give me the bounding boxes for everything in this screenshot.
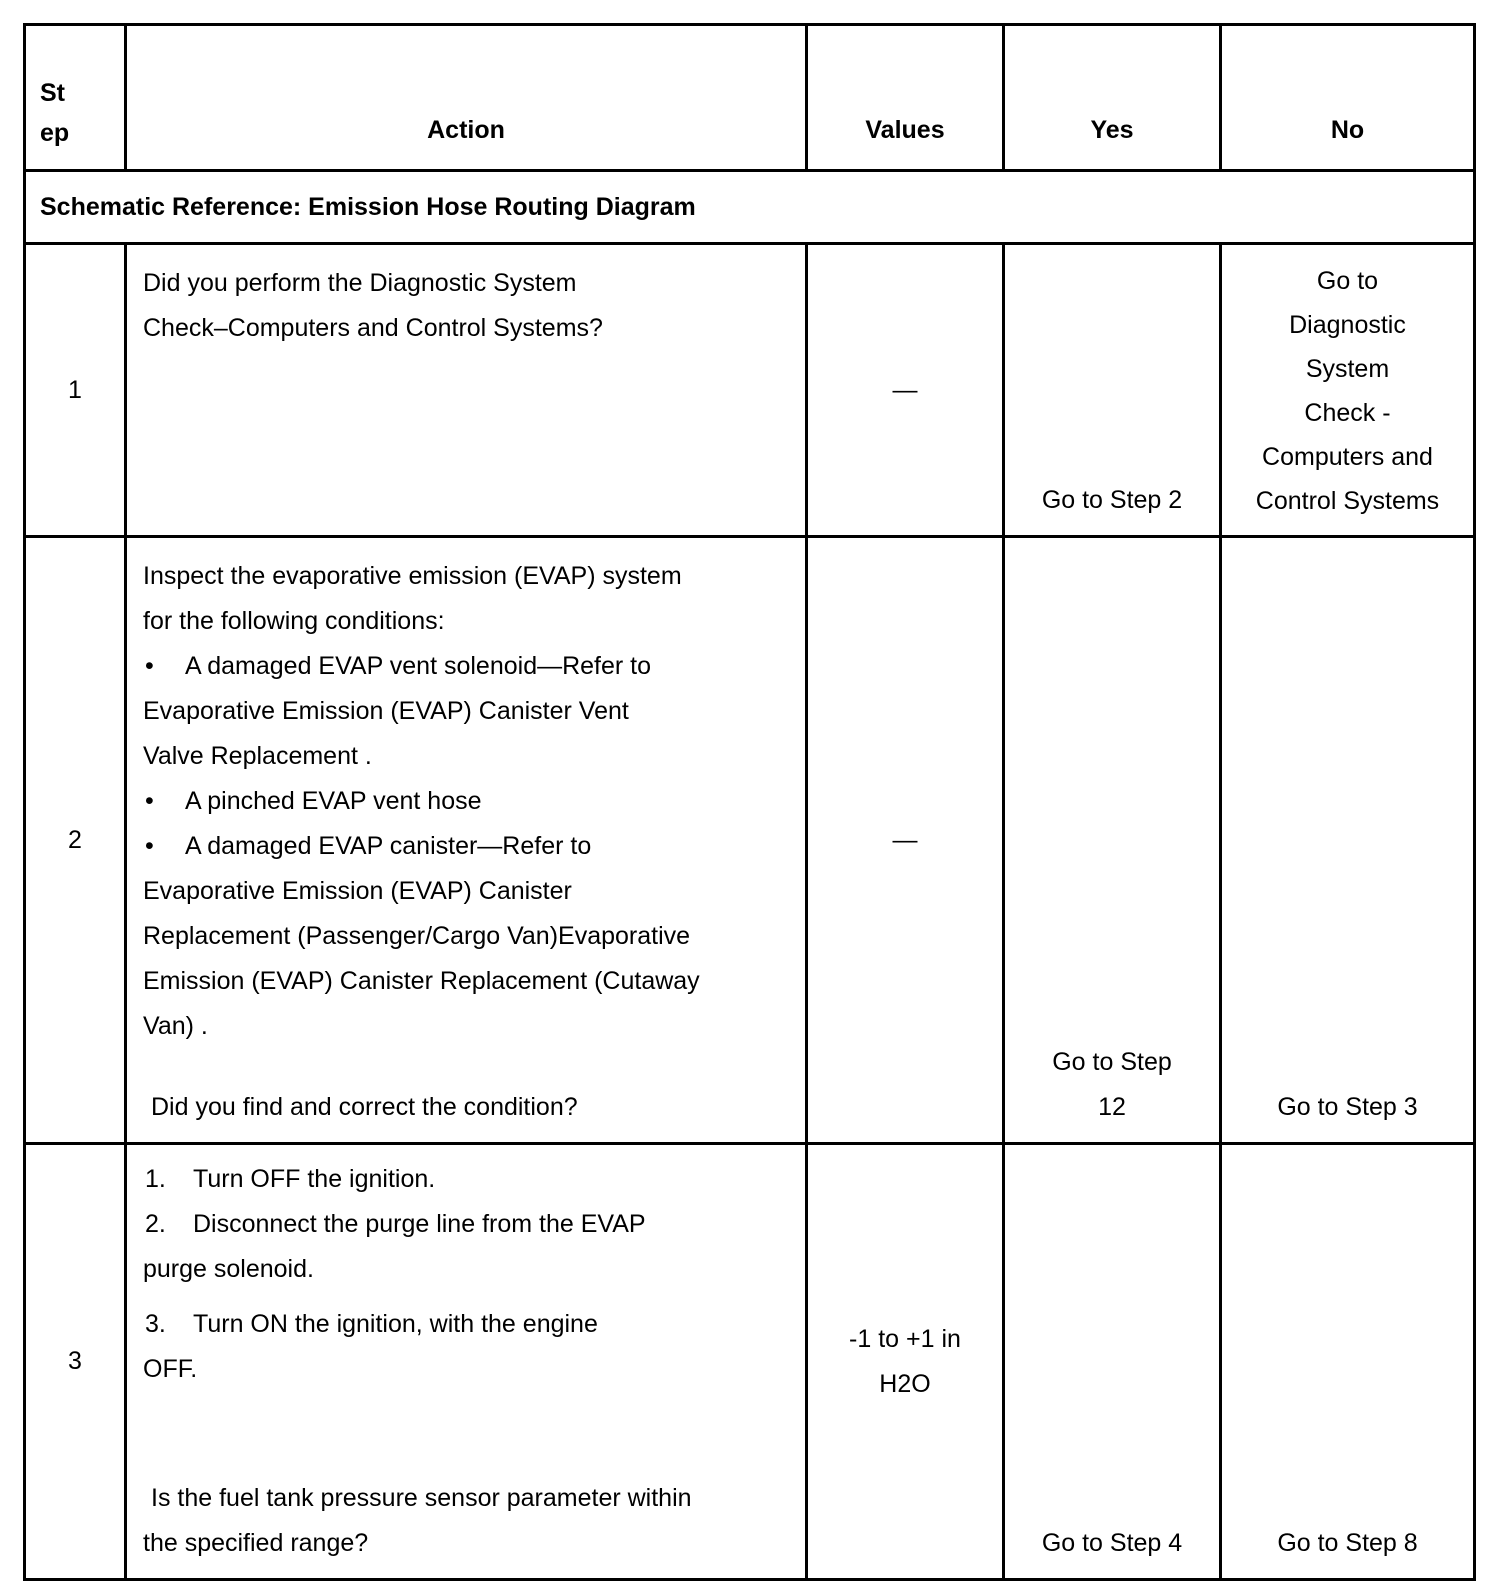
yes-line: Go to Step: [1052, 1048, 1172, 1076]
action-line: Replacement (Passenger/Cargo Van)Evaporative: [143, 922, 691, 950]
value-cell: [807, 1144, 1004, 1580]
no-cell: Go to Step 3: [1221, 537, 1475, 1144]
item-number: 2.: [145, 1210, 166, 1238]
action-line: Evaporative Emission (EVAP) Canister Vent: [143, 697, 629, 725]
numbered-item: [143, 1302, 783, 1347]
item-number: 1.: [145, 1165, 166, 1193]
action-cell: [126, 537, 807, 1144]
action-cell: [126, 1144, 807, 1580]
action-question: Did you find and correct the condition?: [151, 1093, 578, 1121]
numbered-item: [143, 1202, 783, 1247]
spacer: [143, 1049, 783, 1085]
bullet-icon: •: [145, 787, 154, 815]
header-row: [25, 25, 1475, 171]
item-text: Turn OFF the ignition.: [193, 1165, 436, 1193]
no-line: Check -: [1304, 399, 1391, 427]
no-line: System: [1305, 355, 1390, 383]
spacer: [143, 1392, 783, 1476]
value-line: -1 to +1 in: [849, 1324, 961, 1353]
no-line: Computers and: [1262, 443, 1433, 471]
action-line: Emission (EVAP) Canister Replacement (Cutaway: [143, 967, 700, 995]
table-row: [25, 537, 1475, 1144]
no-line: Go to: [1316, 267, 1379, 295]
action-line: Inspect the evaporative emission (EVAP) system: [143, 562, 682, 590]
diagnostic-table-sheet: [23, 23, 1473, 1568]
spacer: [143, 1292, 783, 1302]
numbered-item: [143, 1157, 783, 1202]
value-line: H2O: [879, 1369, 931, 1398]
item-text: Disconnect the purge line from the EVAP: [193, 1210, 646, 1238]
bullet-item: [143, 824, 783, 869]
yes-cell: Go to Step 2: [1004, 244, 1221, 537]
action-question: Is the fuel tank pressure sensor parameter within: [151, 1484, 692, 1512]
bullet-text: A pinched EVAP vent hose: [185, 787, 482, 815]
action-line: Van) .: [143, 1012, 208, 1040]
schematic-row: [25, 171, 1475, 244]
no-line: Diagnostic: [1289, 311, 1406, 339]
item-text: Turn ON the ignition, with the engine: [193, 1310, 598, 1338]
action-line: for the following conditions:: [143, 607, 445, 635]
bullet-icon: •: [145, 652, 154, 680]
yes-line: 12: [1098, 1093, 1126, 1121]
header-step-line1: St: [40, 79, 65, 107]
bullet-item: [143, 779, 783, 824]
step-number: 2: [25, 537, 126, 1144]
step-number: 3: [25, 1144, 126, 1580]
action-line: Check–Computers and Control Systems?: [143, 314, 603, 342]
schematic-reference: Schematic Reference: Emission Hose Routing Diagram: [25, 171, 1475, 244]
bullet-item: [143, 644, 783, 689]
action-line: OFF.: [143, 1355, 198, 1383]
value-cell: —: [807, 537, 1004, 1144]
bullet-text: A damaged EVAP canister—Refer to: [185, 832, 592, 860]
action-line: Did you perform the Diagnostic System: [143, 269, 577, 297]
bullet-text: A damaged EVAP vent solenoid—Refer to: [185, 652, 652, 680]
action-line: purge solenoid.: [143, 1255, 314, 1283]
yes-cell: Go to Step 4: [1004, 1144, 1221, 1580]
item-number: 3.: [145, 1310, 166, 1338]
yes-cell: [1004, 537, 1221, 1144]
header-yes: Yes: [1004, 25, 1221, 171]
header-values: Values: [807, 25, 1004, 171]
header-step-line2: ep: [40, 119, 70, 147]
diagnostic-table: [23, 23, 1476, 1581]
header-action: Action: [126, 25, 807, 171]
action-cell: [126, 244, 807, 537]
table-row: [25, 1144, 1475, 1580]
header-no: No: [1221, 25, 1475, 171]
header-step: [25, 25, 126, 171]
action-question: the specified range?: [143, 1529, 369, 1557]
step-number: 1: [25, 244, 126, 537]
action-line: Evaporative Emission (EVAP) Canister: [143, 877, 572, 905]
table-row: [25, 244, 1475, 537]
no-cell: [1221, 244, 1475, 537]
no-line: Control Systems: [1255, 487, 1440, 515]
value-cell: —: [807, 244, 1004, 537]
action-line: Valve Replacement .: [143, 742, 372, 770]
no-cell: Go to Step 8: [1221, 1144, 1475, 1580]
bullet-icon: •: [145, 832, 154, 860]
